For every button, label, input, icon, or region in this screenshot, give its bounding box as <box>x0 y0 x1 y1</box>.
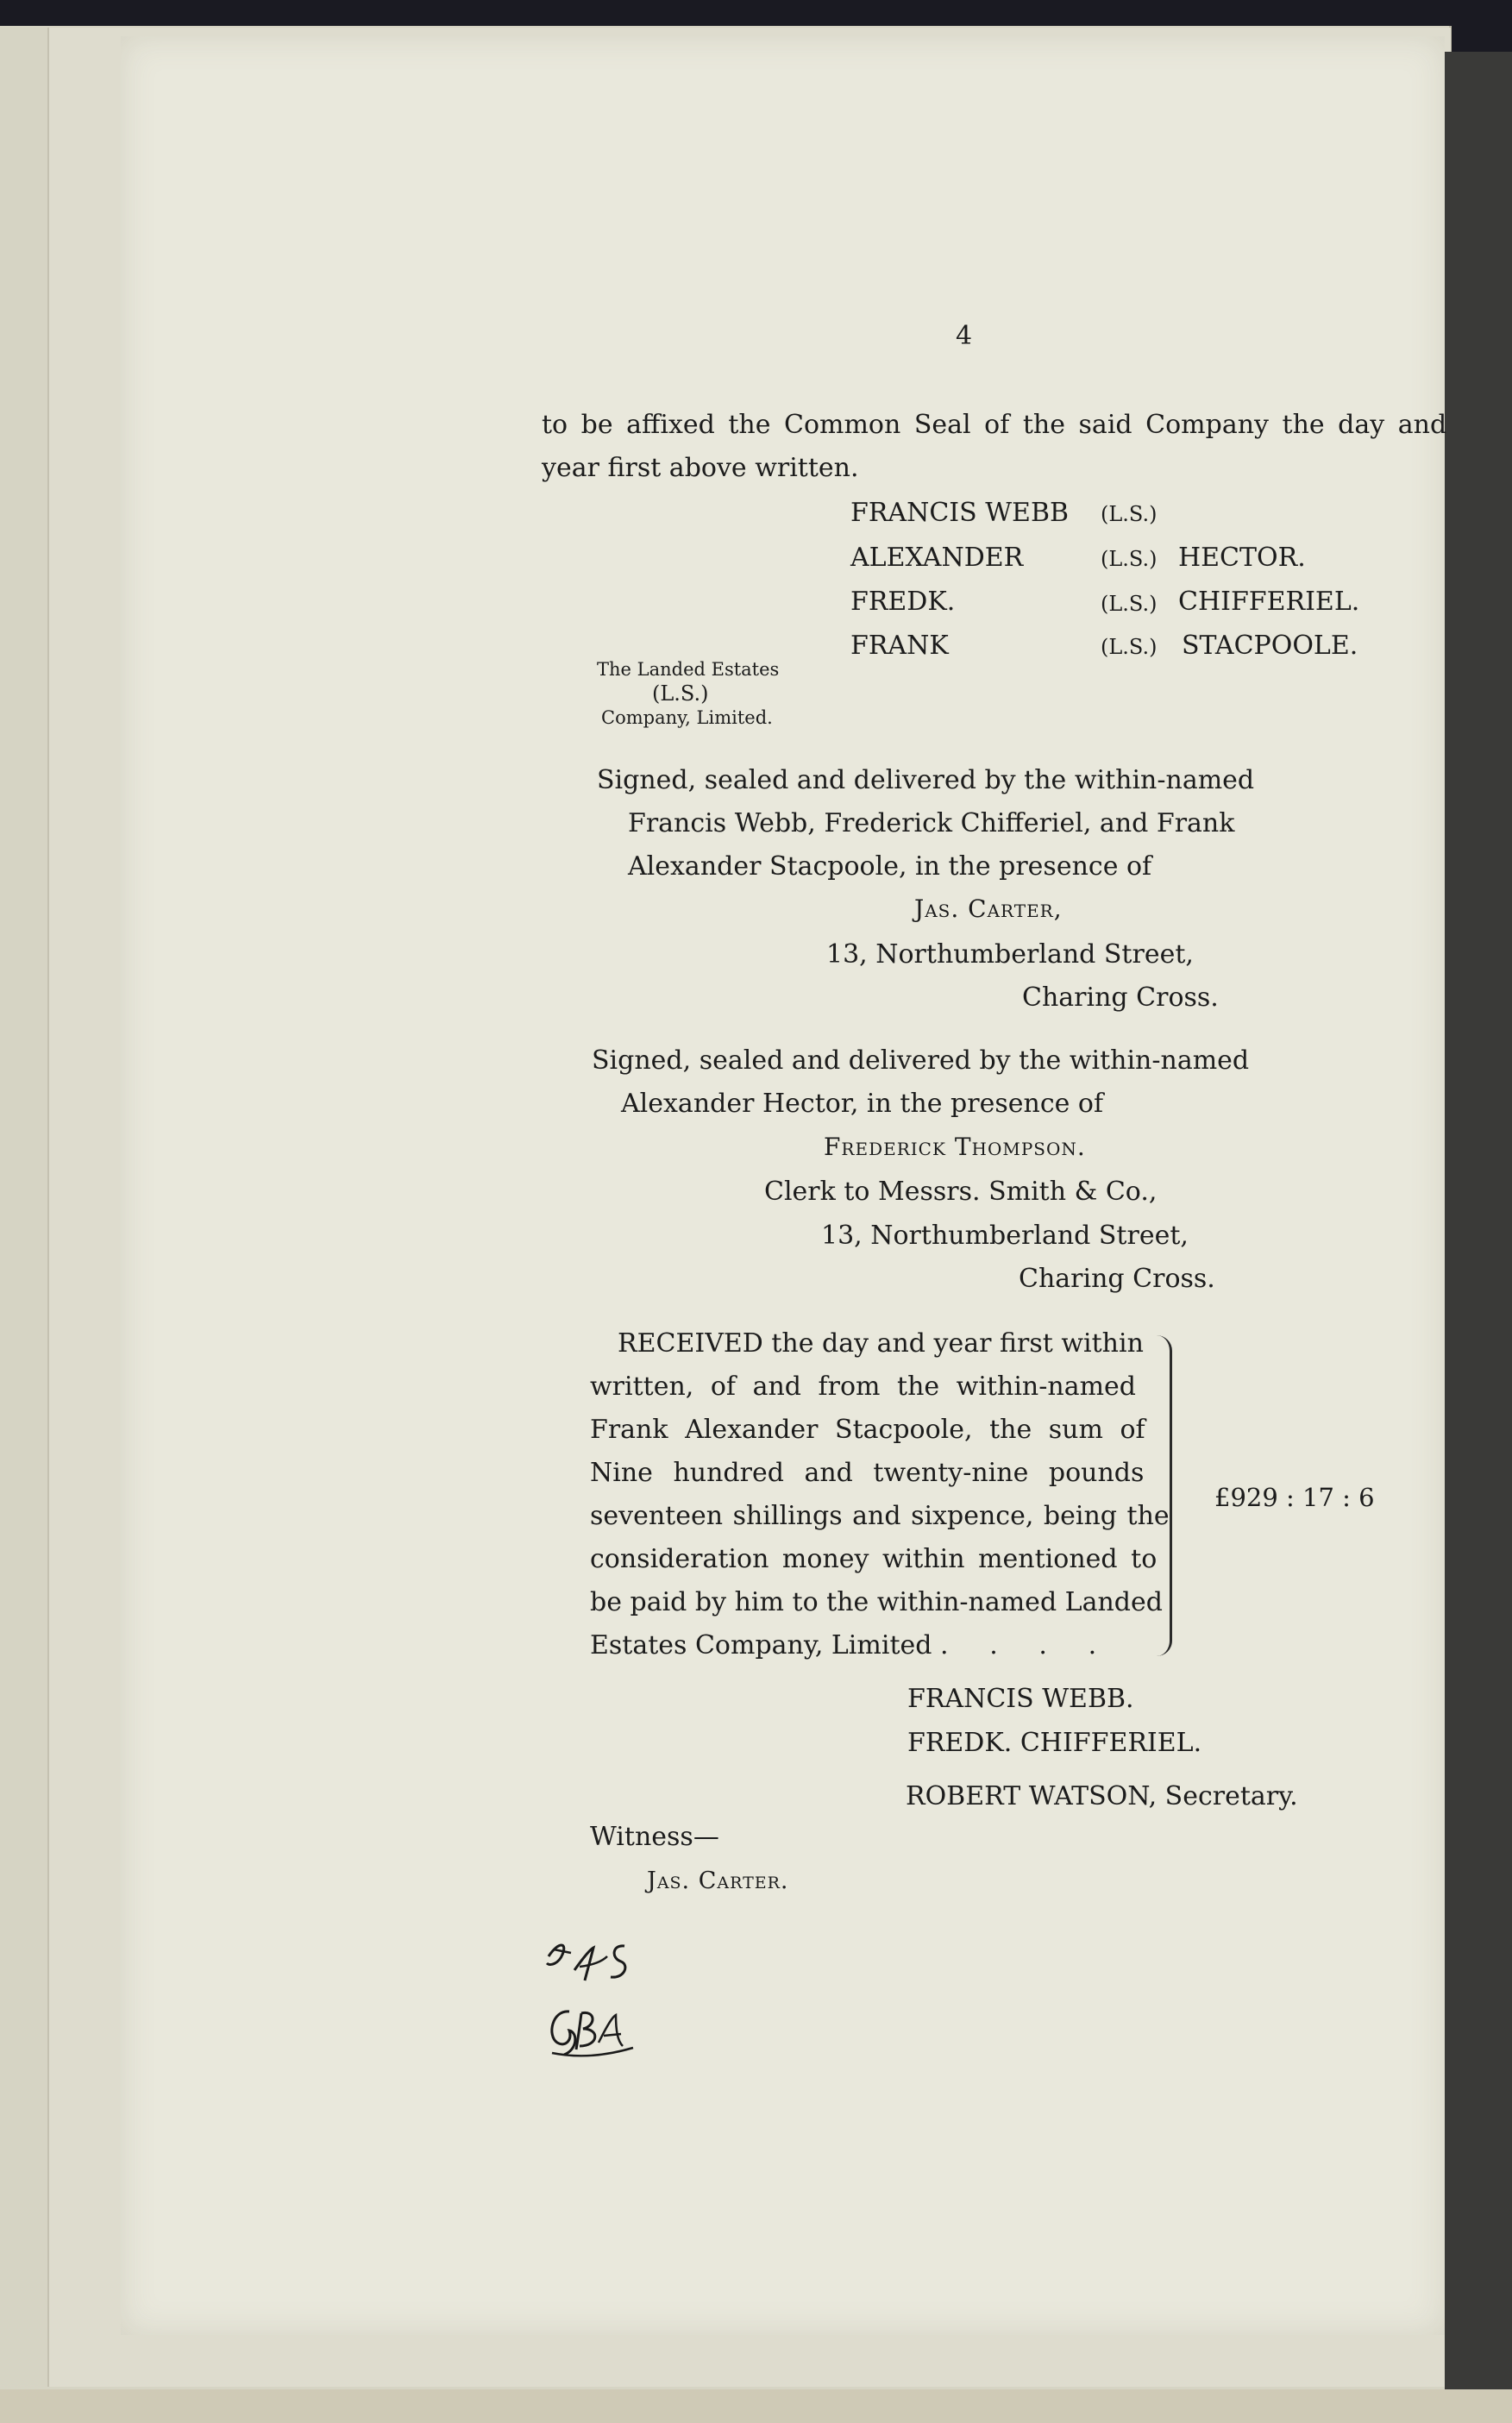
receipt-line: Nine hundred and twenty-nine pounds <box>590 1458 1145 1488</box>
attestation-2-witness-address-1: 13, Northumberland Street, <box>821 1221 1189 1251</box>
receipt-line: be paid by him to the within-named Landed <box>590 1587 1163 1617</box>
signatory-first-name: FREDK. <box>850 587 956 617</box>
attestation-2-witness-address-2: Charing Cross. <box>1019 1264 1215 1294</box>
attestation-1-witness-name: Jas. Carter, <box>914 895 1063 923</box>
receipt-line: Frank Alexander Stacpoole, the sum of <box>590 1415 1145 1445</box>
intro-line-2: year first above written. <box>542 453 859 483</box>
company-seal-line-1: The Landed Estates <box>597 659 780 680</box>
signatory-first-name: FRANK <box>850 631 949 661</box>
seal-mark: (L.S.) <box>1101 547 1158 571</box>
signatory-last-name: HECTOR. <box>1178 543 1306 573</box>
page-number: 4 <box>956 321 973 351</box>
receipt-brace <box>1145 1335 1172 1656</box>
handwritten-initials-1-icon <box>542 1932 637 1993</box>
signatory-last-name: CHIFFERIEL. <box>1178 587 1360 617</box>
receipt-signer: FRANCIS WEBB. <box>907 1684 1134 1714</box>
background-edge <box>1445 52 1512 2423</box>
receipt-line: written, of and from the within-named <box>590 1372 1136 1402</box>
signatory-last-name: STACPOOLE. <box>1182 631 1358 661</box>
attestation-1-line-2: Francis Webb, Frederick Chifferiel, and Frank <box>628 808 1235 838</box>
receipt-amount: £929 : 17 : 6 <box>1214 1483 1375 1512</box>
receipt-line: Estates Company, Limited . . . . <box>590 1630 1097 1660</box>
attestation-2-witness-name: Frederick Thompson. <box>824 1133 1086 1161</box>
receipt-signer: FREDK. CHIFFERIEL. <box>907 1728 1202 1758</box>
attestation-1-witness-address-2: Charing Cross. <box>1022 982 1219 1013</box>
receipt-line: seventeen shillings and sixpence, being the <box>590 1501 1170 1531</box>
intro-line-1: to be affixed the Common Seal of the said Company the day and <box>542 410 1447 440</box>
handwritten-initials-2-icon <box>543 2001 638 2062</box>
bottom-edge <box>0 2389 1512 2423</box>
signatory-first-name: FRANCIS WEBB <box>850 498 1070 528</box>
attestation-2-line-2: Alexander Hector, in the presence of <box>621 1089 1104 1119</box>
attestation-1-witness-address-1: 13, Northumberland Street, <box>826 939 1194 970</box>
seal-mark: (L.S.) <box>1101 635 1158 659</box>
witness-name: Jas. Carter. <box>647 1867 789 1894</box>
witness-label: Witness— <box>590 1822 719 1852</box>
attestation-2-witness-role: Clerk to Messrs. Smith & Co., <box>764 1177 1158 1207</box>
receipt-line: consideration money within mentioned to <box>590 1544 1158 1574</box>
seal-mark: (L.S.) <box>1101 502 1158 526</box>
company-seal-line-2: (L.S.) <box>652 681 709 706</box>
attestation-1-line-3: Alexander Stacpoole, in the presence of <box>628 851 1152 882</box>
attestation-2-line-1: Signed, sealed and delivered by the within-named <box>592 1045 1250 1076</box>
company-seal-line-3: Company, Limited. <box>601 707 773 728</box>
seal-mark: (L.S.) <box>1101 592 1158 616</box>
receipt-signer: ROBERT WATSON, Secretary. <box>906 1781 1298 1811</box>
signatory-first-name: ALEXANDER <box>850 543 1024 573</box>
attestation-1-line-1: Signed, sealed and delivered by the within-named <box>597 765 1255 795</box>
receipt-line: RECEIVED the day and year first within <box>618 1328 1144 1359</box>
